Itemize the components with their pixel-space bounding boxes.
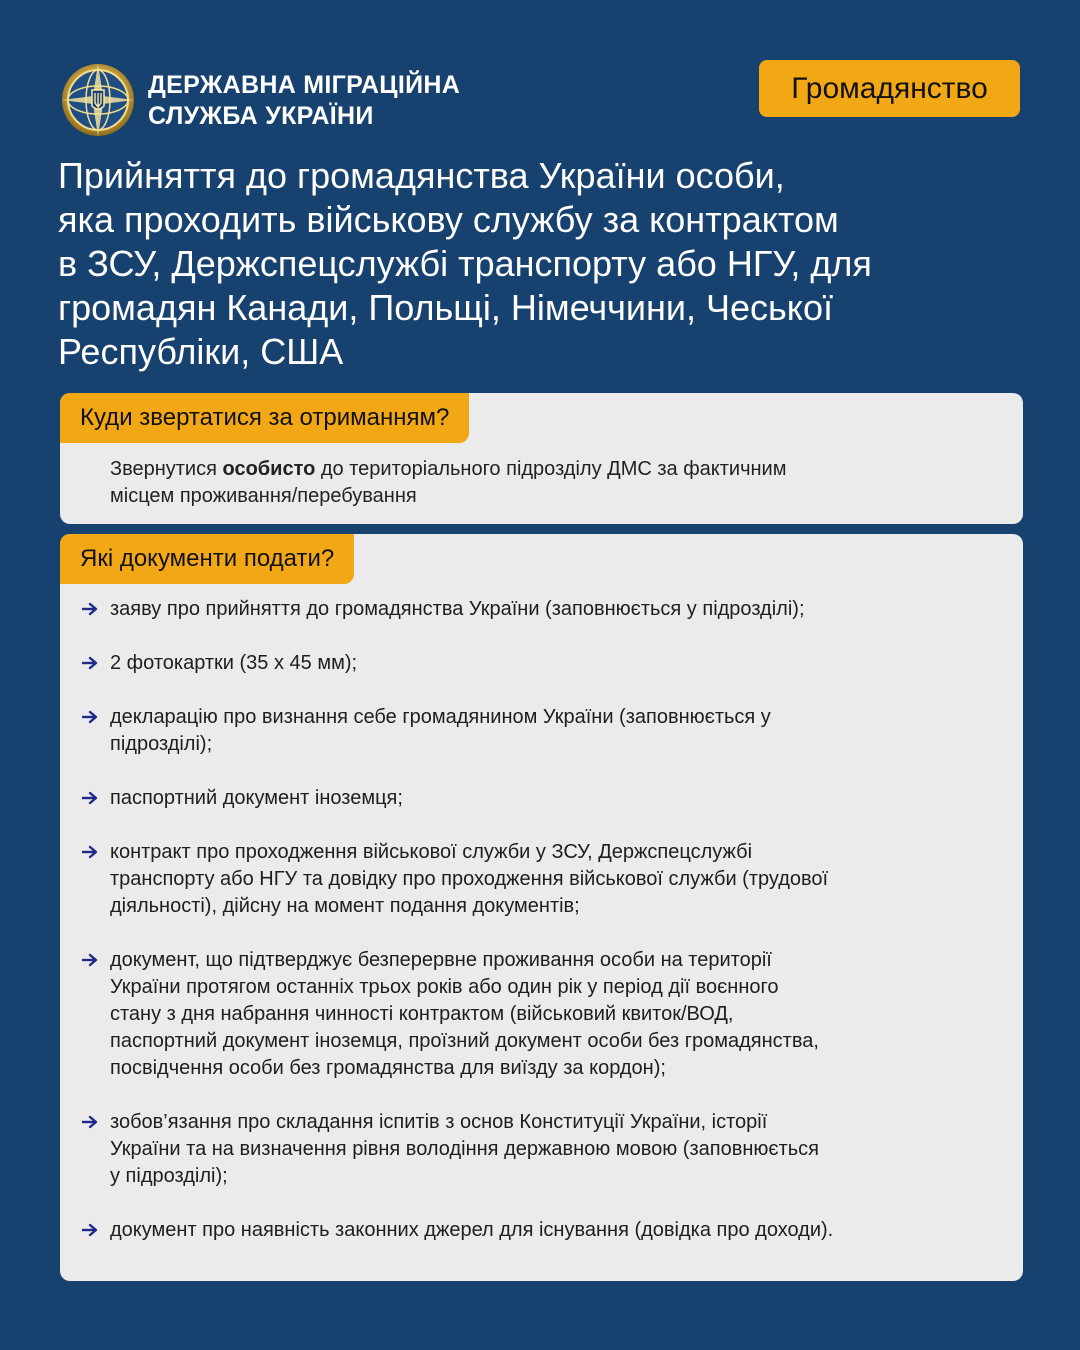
title-line: громадян Канади, Польщі, Німеччини, Чеської: [58, 287, 833, 328]
arrow-right-icon: [80, 787, 100, 809]
document-item-text: [110, 596, 1000, 623]
document-item-line: у підрозділі);: [110, 1165, 228, 1187]
arrow-right-icon: [80, 1219, 100, 1241]
document-item-line: паспортний документ іноземця;: [110, 787, 403, 809]
where-to-apply-text: [110, 456, 970, 510]
where-text-start: Звернутися: [110, 458, 223, 480]
document-item-line: підрозділі);: [110, 733, 213, 755]
document-item-line: документ про наявність законних джерел для існування (довідка про доходи).: [110, 1219, 834, 1241]
title-line: Республіки, США: [58, 331, 344, 372]
document-item-line: документ, що підтверджує безперервне проживання особи на території: [110, 949, 772, 971]
document-item-line: посвідчення особи без громадянства для виїзду за кордон);: [110, 1057, 666, 1079]
document-item-line: зобов’язання про складання іспитів з основ Конституції України, історії: [110, 1111, 768, 1133]
document-item-text: [110, 785, 1000, 812]
documents-card: [60, 534, 1023, 1281]
document-item-text: [110, 1217, 1000, 1244]
document-item-line: декларацію про визнання себе громадянином України (заповнюється у: [110, 706, 771, 728]
document-item-line: заяву про прийняття до громадянства України (заповнюється у підрозділі);: [110, 598, 805, 620]
document-item-text: [110, 1109, 1000, 1190]
where-text-end: до територіального підрозділу ДМС за фактичним: [315, 458, 787, 480]
arrow-right-icon: [80, 949, 100, 971]
org-name-line-1: ДЕРЖАВНА МІГРАЦІЙНА: [148, 71, 461, 99]
title-line: яка проходить військову службу за контрактом: [58, 199, 839, 240]
where-to-apply-label: Куди звертатися за отриманням?: [60, 393, 469, 443]
category-badge: Громадянство: [759, 60, 1020, 117]
organization-name: [148, 70, 460, 132]
title-line: Прийняття до громадянства України особи,: [58, 155, 785, 196]
document-item-line: транспорту або НГУ та довідку про проходження військової служби (трудової: [110, 868, 829, 890]
page-title: [58, 154, 1038, 374]
arrow-right-icon: [80, 1111, 100, 1133]
org-name-line-2: СЛУЖБА УКРАЇНИ: [148, 102, 374, 130]
arrow-right-icon: [80, 841, 100, 863]
document-item-text: [110, 650, 1000, 677]
document-item-text: [110, 839, 1000, 920]
arrow-right-icon: [80, 598, 100, 620]
document-item-text: [110, 947, 1000, 1082]
dms-emblem-icon: [58, 60, 138, 140]
document-item-line: України та на визначення рівня володіння державною мовою (заповнюється: [110, 1138, 819, 1160]
document-item-line: України протягом останніх трьох років або один рік у період дії воєнного: [110, 976, 779, 998]
document-item-line: стану з дня набрання чинності контрактом (військовий квиток/ВОД,: [110, 1003, 734, 1025]
where-text-line-2: місцем проживання/перебування: [110, 485, 417, 507]
document-item-line: 2 фотокартки (35 х 45 мм);: [110, 652, 358, 674]
arrow-right-icon: [80, 706, 100, 728]
where-text-bold: особисто: [222, 458, 316, 480]
title-line: в ЗСУ, Держспецслужбі транспорту або НГУ, для: [58, 243, 872, 284]
document-item-line: діяльності), дійсну на момент подання документів;: [110, 895, 580, 917]
documents-label: Які документи подати?: [60, 534, 354, 584]
document-item-line: паспортний документ іноземця, проїзний документ особи без громадянства,: [110, 1030, 819, 1052]
arrow-right-icon: [80, 652, 100, 674]
where-to-apply-card: [60, 393, 1023, 524]
document-item-line: контракт про проходження військової служби у ЗСУ, Держспецслужбі: [110, 841, 753, 863]
document-item-text: [110, 704, 1000, 758]
